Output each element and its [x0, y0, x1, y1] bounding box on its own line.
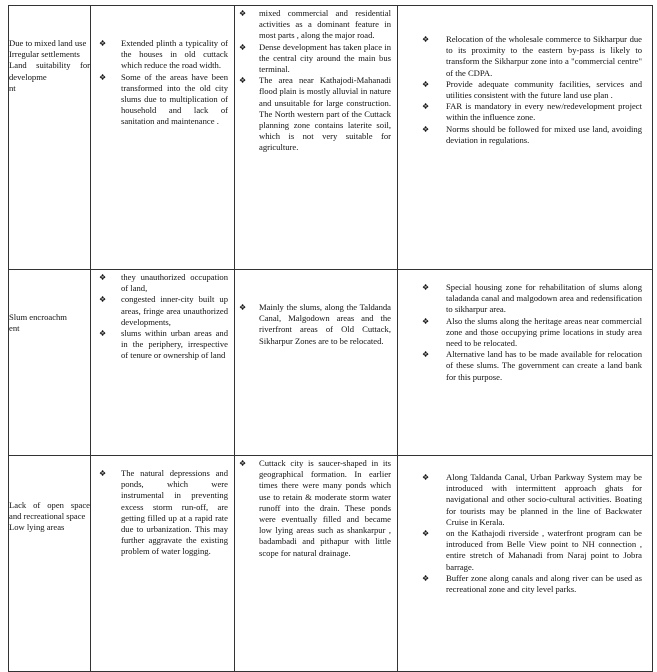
list-item: ❖ mixed commercial and residential activities as a dominant feature in most parts , along the major road. — [259, 8, 391, 42]
locations-list — [235, 458, 397, 559]
list-item: ❖ Special housing zone for rehabilitation of slums along taladanda canal and malgodown area and redensification to sikharpur area. — [446, 282, 642, 316]
list-item: ❖ Also the slums along the heritage areas near commercial zone and those occupying prime locations in study area need to be relocated. — [446, 316, 642, 350]
issue-text: Due to mixed land use — [9, 38, 87, 48]
table-row — [9, 456, 653, 672]
list-item: ❖ Some of the areas have been transformed into the old city slums due to multiplication of household and lack of sanitation and maintenance . — [121, 72, 228, 128]
list-item: ❖ Provide adequate community facilities, services and utilities consistent with the future land use plan . — [446, 79, 642, 101]
list-item: ❖ Alternative land has to be made available for relocation of these slums. The government can create a land bank for this purpose. — [446, 349, 642, 383]
list-item: ❖ FAR is mandatory in every new/redevelopment project within the influence zone. — [446, 101, 642, 123]
list-item: ❖ slums within urban areas and in the periphery, irrespective of tenure or ownership of land — [121, 328, 228, 362]
list-item: ❖ Buffer zone along canals and along river can be used as recreational zone and city level parks. — [446, 573, 642, 595]
proposals-list — [398, 282, 652, 383]
causes-cell — [91, 6, 235, 270]
causes-list — [91, 38, 234, 128]
issue-text: Slum encroachm — [9, 312, 67, 322]
proposals-list — [398, 472, 652, 595]
list-item: ❖ congested inner-city built up areas, fringe area unauthorized developments, — [121, 294, 228, 328]
issue-cell — [9, 6, 91, 270]
proposals-list — [398, 34, 652, 146]
list-item: ❖ The area near Kathajodi-Mahanadi flood plain is mostly alluvial in nature and unsuitable for large construction. The North western part of the Cuttack planning zone contains laterite soil, which is not very suitable for agriculture. — [259, 75, 391, 153]
list-item: ❖ Dense development has taken place in the central city around the main bus terminal. — [259, 42, 391, 76]
issue-text: Land suitability for developme — [9, 60, 90, 82]
table-row — [9, 270, 653, 456]
list-item: ❖ Cuttack city is saucer-shaped in its geographical formation. In earlier times there were many ponds which use to retain & moderate storm water runoff into the drain. These ponds were eventually filled and became low lying areas such as shankarpur , badambadi and pithapur with little scope for natural drainage. — [259, 458, 391, 559]
proposals-cell — [398, 6, 653, 270]
locations-list — [235, 302, 397, 347]
list-item: ❖ they unauthorized occupation of land, — [121, 272, 228, 294]
list-item: ❖ The natural depressions and ponds, which were instrumental in preventing excess storm run-off, are getting filled up at a rapid rate due to urbanization. This may further aggravate the existing problem of water logging. — [121, 468, 228, 558]
locations-list — [235, 8, 397, 154]
list-item: ❖ Norms should be followed for mixed use land, avoiding deviation in regulations. — [446, 124, 642, 146]
list-item: ❖ Along Taldanda Canal, Urban Parkway System may be introduced with intermittent approach ghats for navigational and other socio-cultural activities. Boating for tourists may be planned in the line of Backwater Cruise in Kerala. — [446, 472, 642, 528]
issue-text: Low lying areas — [9, 522, 65, 533]
table-row — [9, 6, 653, 270]
list-item: ❖ on the Kathajodi riverside , waterfront program can be introduced from Belle View point to NH connection , entire stretch of Mahanadi from Naraj point to Jobra barrage. — [446, 528, 642, 573]
causes-list — [91, 468, 234, 558]
proposals-cell — [398, 270, 653, 456]
causes-cell — [91, 456, 235, 672]
issue-text: Lack of open space and recreational space — [9, 500, 90, 522]
issue-text: Irregular settlements — [9, 49, 80, 60]
list-item: ❖ Relocation of the wholesale commerce to Sikharpur due to its proximity to the eastern by-pass is likely to transform the Sikharpur zone into a "commercial centre" of the CDPA. — [446, 34, 642, 79]
causes-list — [91, 272, 234, 362]
locations-cell — [235, 456, 398, 672]
locations-cell — [235, 270, 398, 456]
issue-cell — [9, 270, 91, 456]
list-item: ❖ Mainly the slums, along the Taldanda Canal, Malgodown areas and the riverfront areas of Old Cuttack, Sikharpur Zones are to be relocated. — [259, 302, 391, 347]
locations-cell — [235, 6, 398, 270]
list-item: ❖ Extended plinth a typicality of the houses in old cuttack which reduce the road width. — [121, 38, 228, 72]
issue-text: ent — [9, 323, 20, 334]
proposals-cell — [398, 456, 653, 672]
land-use-issues-table — [8, 5, 653, 672]
issue-cell — [9, 456, 91, 672]
causes-cell — [91, 270, 235, 456]
issue-text: nt — [9, 82, 16, 93]
